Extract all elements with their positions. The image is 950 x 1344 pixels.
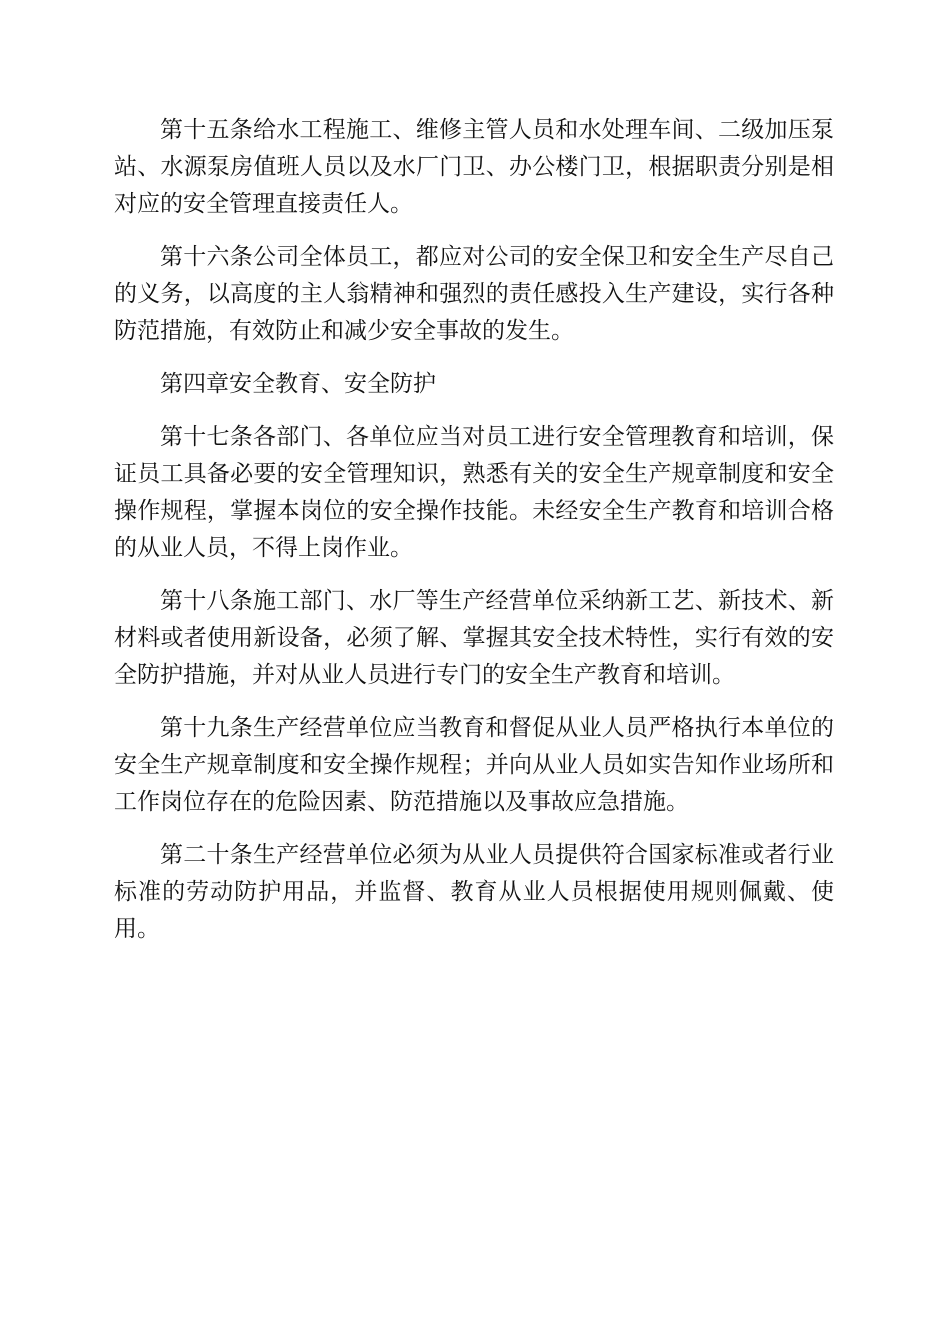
document-body (114, 112, 834, 964)
article-17-paragraph: 第十七条各部门、各单位应当对员工进行安全管理教育和培训，保证员工具备必要的安全管理知识，熟悉有关的安全生产规章制度和安全操作规程，掌握本岗位的安全操作技能。未经安全生产教育和培训合格的从业人员，不得上岗作业。 (114, 424, 834, 561)
article-20-paragraph: 第二十条生产经营单位必须为从业人员提供符合国家标准或者行业标准的劳动防护用品，并监督、教育从业人员根据使用规则佩戴、使用。 (114, 842, 834, 942)
chapter-4-heading: 第四章安全教育、安全防护 (160, 371, 436, 397)
article-19-paragraph: 第十九条生产经营单位应当教育和督促从业人员严格执行本单位的安全生产规章制度和安全操作规程；并向从业人员如实告知作业场所和工作岗位存在的危险因素、防范措施以及事故应急措施。 (114, 715, 834, 815)
article-15-paragraph: 第十五条给水工程施工、维修主管人员和水处理车间、二级加压泵站、水源泵房值班人员以及水厂门卫、办公楼门卫，根据职责分别是相对应的安全管理直接责任人。 (114, 117, 834, 217)
article-16-paragraph: 第十六条公司全体员工，都应对公司的安全保卫和安全生产尽自己的义务，以高度的主人翁精神和强烈的责任感投入生产建设，实行各种防范措施，有效防止和减少安全事故的发生。 (114, 244, 834, 344)
article-18-paragraph: 第十八条施工部门、水厂等生产经营单位采纳新工艺、新技术、新材料或者使用新设备，必须了解、掌握其安全技术特性，实行有效的安全防护措施，并对从业人员进行专门的安全生产教育和培训。 (114, 588, 834, 688)
